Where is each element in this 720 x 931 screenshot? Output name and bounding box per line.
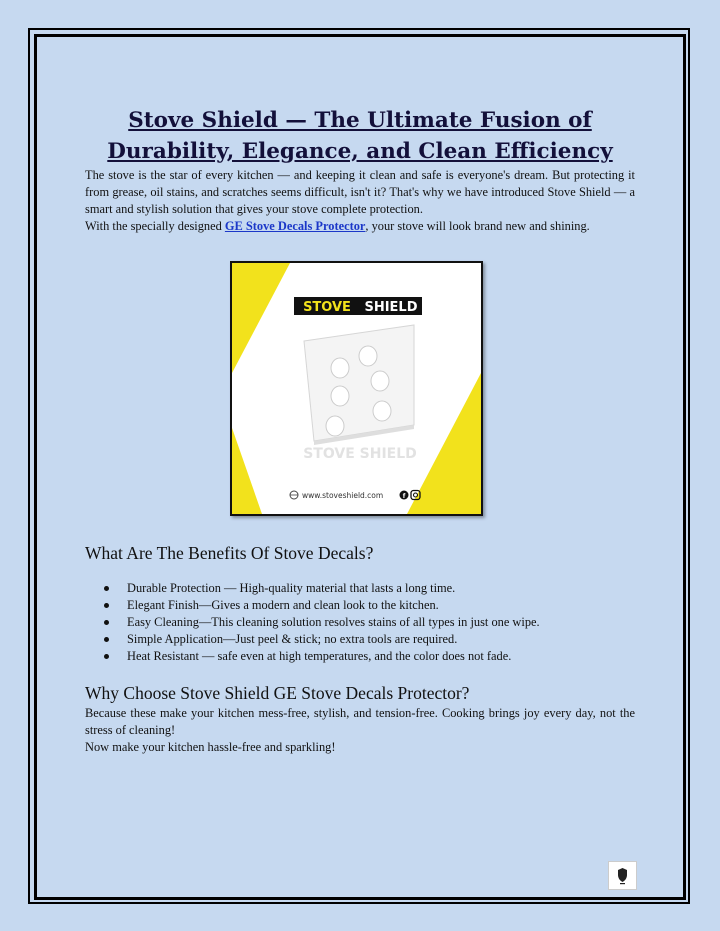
why-heading: Why Choose Stove Shield GE Stove Decals Protector? — [85, 683, 470, 703]
bullet-icon — [104, 637, 109, 642]
list-item — [85, 631, 635, 648]
decals-text-after: , your stove will look brand new and shining. — [365, 219, 590, 233]
brand-word-right: SHIELD — [364, 300, 418, 315]
burner-hole — [326, 416, 344, 436]
list-item — [85, 648, 635, 665]
closing-paragraph: Now make your kitchen hassle-free and sparkling! — [85, 740, 336, 754]
burner-hole — [373, 401, 391, 421]
burner-hole — [359, 346, 377, 366]
brand-reflection: STOVE SHIELD — [303, 446, 417, 462]
product-image — [230, 261, 483, 516]
yellow-corner-bottom-right — [407, 373, 481, 514]
list-item — [85, 614, 635, 631]
decals-paragraph — [85, 218, 635, 235]
bullet-icon — [104, 603, 109, 608]
yellow-corner-top-left — [232, 263, 290, 373]
document-content — [85, 105, 635, 756]
page-title: Stove Shield — The Ultimate Fusion of Durability, Elegance, and Clean Efficiency — [107, 108, 613, 164]
product-image-graphic — [232, 263, 481, 514]
list-item — [85, 580, 635, 597]
brand-word-left: STOVE — [303, 300, 351, 315]
intro-paragraph: The stove is the star of every kitchen — and keeping it clean and safe is everyone's dream. But protecting it from grease, oil stains, and scratches seems difficult, isn't it? That's why we have introduced Stove Shield — a smart and stylish solution that gives your stove complete protection. — [85, 168, 635, 216]
bullet-icon — [104, 620, 109, 625]
burner-hole — [331, 386, 349, 406]
benefits-list — [85, 580, 635, 665]
bullet-icon — [104, 586, 109, 591]
yellow-corner-bottom-left — [232, 428, 262, 514]
why-paragraph: Because these make your kitchen mess-free, stylish, and tension-free. Cooking brings joy every day, not the stress of cleaning! — [85, 706, 635, 737]
list-item — [85, 597, 635, 614]
list-item-text: Heat Resistant — safe even at high temperatures, and the color does not fade. — [127, 649, 512, 663]
page-badge-icon — [608, 861, 637, 890]
burner-hole — [371, 371, 389, 391]
list-item-text: Elegant Finish—Gives a modern and clean look to the kitchen. — [127, 598, 439, 612]
burner-hole — [331, 358, 349, 378]
website-text: www.stoveshield.com — [302, 491, 384, 500]
bullet-icon — [104, 654, 109, 659]
decals-text-before: With the specially designed — [85, 219, 225, 233]
list-item-text: Easy Cleaning—This cleaning solution resolves stains of all types in just one wipe. — [127, 615, 540, 629]
list-item-text: Durable Protection — High-quality material that lasts a long time. — [127, 581, 456, 595]
list-item-text: Simple Application—Just peel & stick; no extra tools are required. — [127, 632, 458, 646]
svg-text:f: f — [402, 493, 406, 500]
benefits-heading: What Are The Benefits Of Stove Decals? — [85, 543, 374, 563]
ge-stove-decals-link[interactable]: GE Stove Decals Protector — [224, 219, 366, 233]
shield-panel — [304, 325, 414, 441]
